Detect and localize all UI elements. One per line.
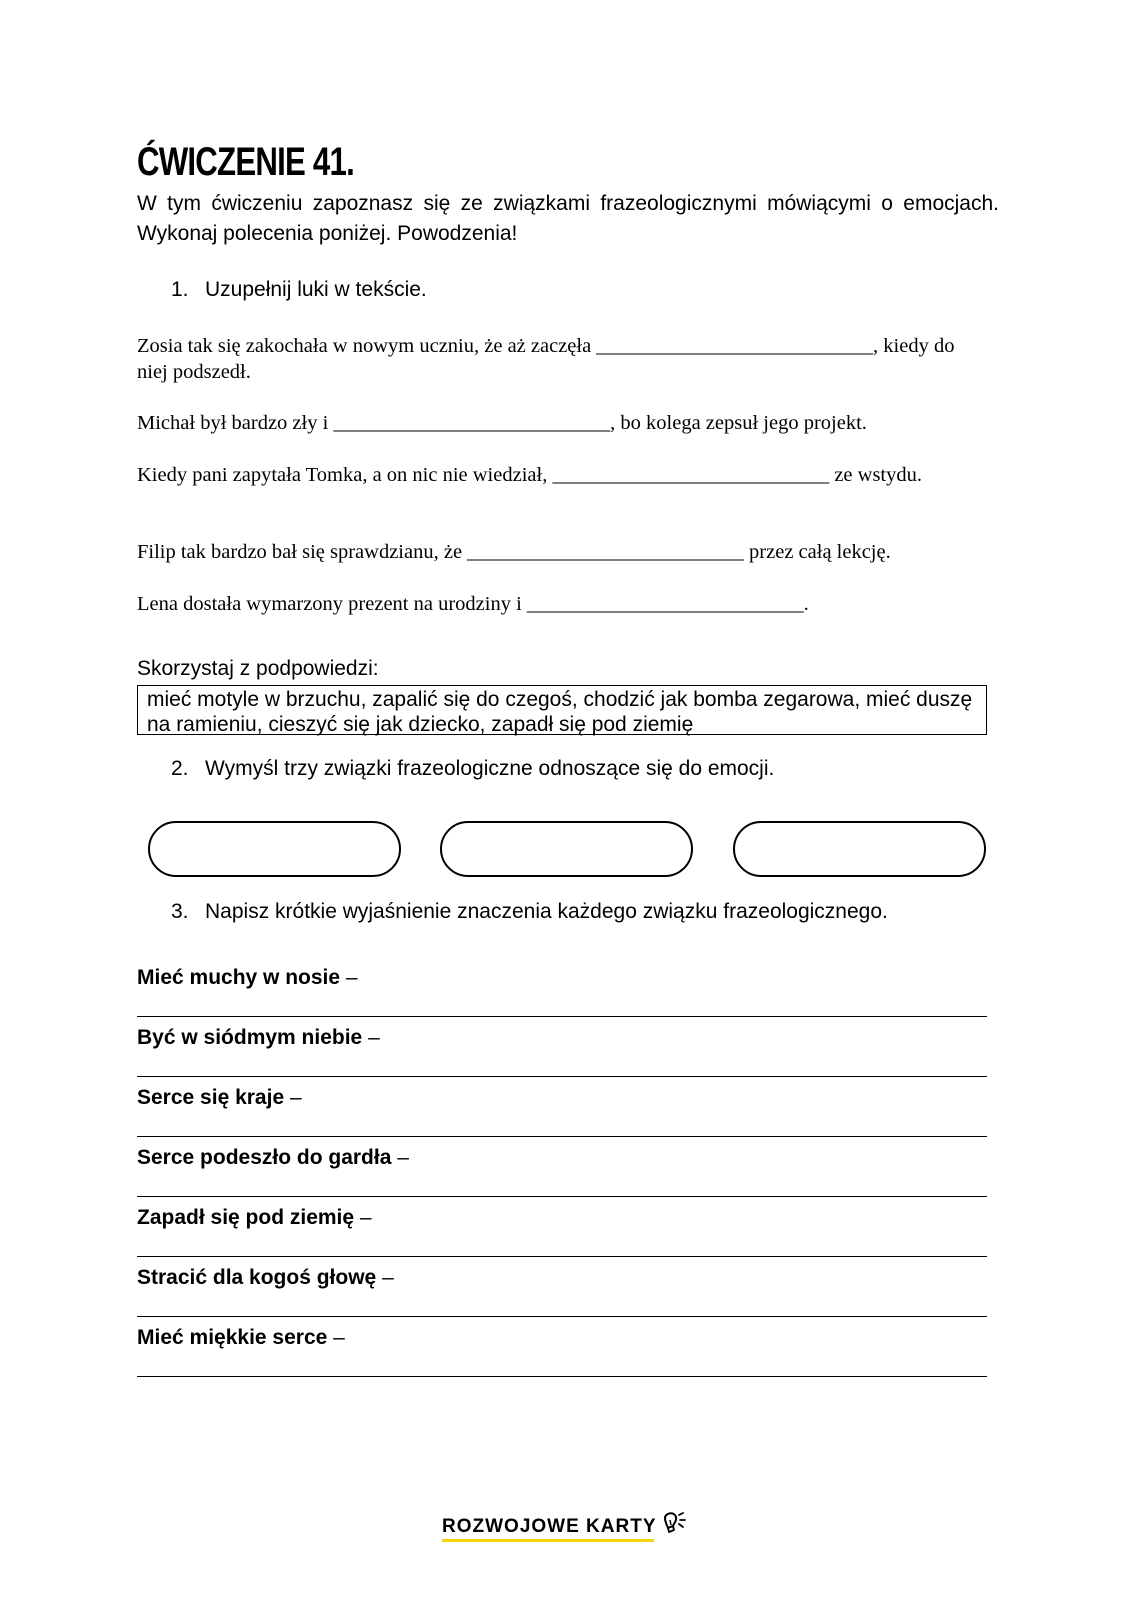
fill-sentence: Lena dostała wymarzony prezent na urodziny i ___________________________. — [137, 593, 809, 615]
task-2-heading — [171, 757, 774, 781]
task-text: Napisz krótkie wyjaśnienie znaczenia każdego związku frazeologicznego. — [205, 900, 888, 923]
answer-oval-1[interactable] — [148, 821, 401, 877]
hint-label: Skorzystaj z podpowiedzi: — [137, 657, 379, 680]
fill-sentence: Zosia tak się zakochała w nowym uczniu, że aż zaczęła ___________________________, kiedy do niej podszedł. — [137, 335, 955, 383]
answer-line[interactable] — [137, 1076, 987, 1077]
phrase-text: Mieć muchy w nosie — [137, 966, 341, 989]
phrase-item — [137, 1326, 345, 1350]
phrase-text: Zapadł się pod ziemię — [137, 1206, 355, 1229]
task-3-heading — [171, 900, 888, 924]
answer-line[interactable] — [137, 1196, 987, 1197]
phrase-item — [137, 1146, 409, 1170]
answer-line[interactable] — [137, 1256, 987, 1257]
phrase-item — [137, 966, 358, 990]
phrase-item — [137, 1026, 380, 1050]
phrase-text: Serce podeszło do gardła — [137, 1146, 392, 1169]
answer-line[interactable] — [137, 1136, 987, 1137]
phrase-item — [137, 1266, 394, 1290]
fill-sentence: Filip tak bardzo bał się sprawdzianu, że ___________________________ przez całą lekcję. — [137, 541, 891, 563]
dash: – — [345, 966, 358, 989]
phrase-text: Mieć miękkie serce — [137, 1326, 328, 1349]
phrase-text: Serce się kraje — [137, 1086, 285, 1109]
fill-sentence: Michał był bardzo zły i ___________________________, bo kolega zepsuł jego projekt. — [137, 412, 867, 434]
fill-sentence: Kiedy pani zapytała Tomka, a on nic nie wiedział, ___________________________ ze wstydu. — [137, 464, 922, 486]
phrase-item — [137, 1086, 302, 1110]
lightbulb-icon — [656, 1508, 688, 1540]
answer-line[interactable] — [137, 1376, 987, 1377]
intro-text: W tym ćwiczeniu zapoznasz się ze związkami frazeologicznymi mówiącymi o emocjach. Wykonaj polecenia poniżej. Powodzenia! — [137, 192, 999, 245]
brand-underline — [442, 1539, 654, 1542]
dash: – — [289, 1086, 302, 1109]
answer-line[interactable] — [137, 1316, 987, 1317]
phrase-item — [137, 1206, 372, 1230]
task-number: 3. — [171, 900, 189, 923]
task-number: 2. — [171, 757, 189, 780]
brand-logo-text: ROZWOJOWE KARTY — [442, 1516, 657, 1537]
dash: – — [359, 1206, 372, 1229]
dash: – — [368, 1026, 380, 1049]
hint-box: mieć motyle w brzuchu, zapalić się do czegoś, chodzić jak bomba zegarowa, mieć duszę na ramieniu, cieszyć się jak dziecko, zapadł się pod ziemię — [137, 685, 987, 735]
dash: – — [333, 1326, 345, 1349]
task-1-heading — [171, 278, 427, 302]
task-text: Wymyśl trzy związki frazeologiczne odnoszące się do emocji. — [205, 757, 775, 780]
answer-oval-2[interactable] — [440, 821, 693, 877]
answer-line[interactable] — [137, 1016, 987, 1017]
dash: – — [397, 1146, 409, 1169]
dash: – — [382, 1266, 394, 1289]
task-text: Uzupełnij luki w tekście. — [205, 278, 427, 301]
page-title: ĆWICZENIE 41. — [137, 140, 354, 184]
task-number: 1. — [171, 278, 189, 301]
phrase-text: Być w siódmym niebie — [137, 1026, 363, 1049]
answer-oval-3[interactable] — [733, 821, 986, 877]
phrase-text: Stracić dla kogoś głowę — [137, 1266, 377, 1289]
